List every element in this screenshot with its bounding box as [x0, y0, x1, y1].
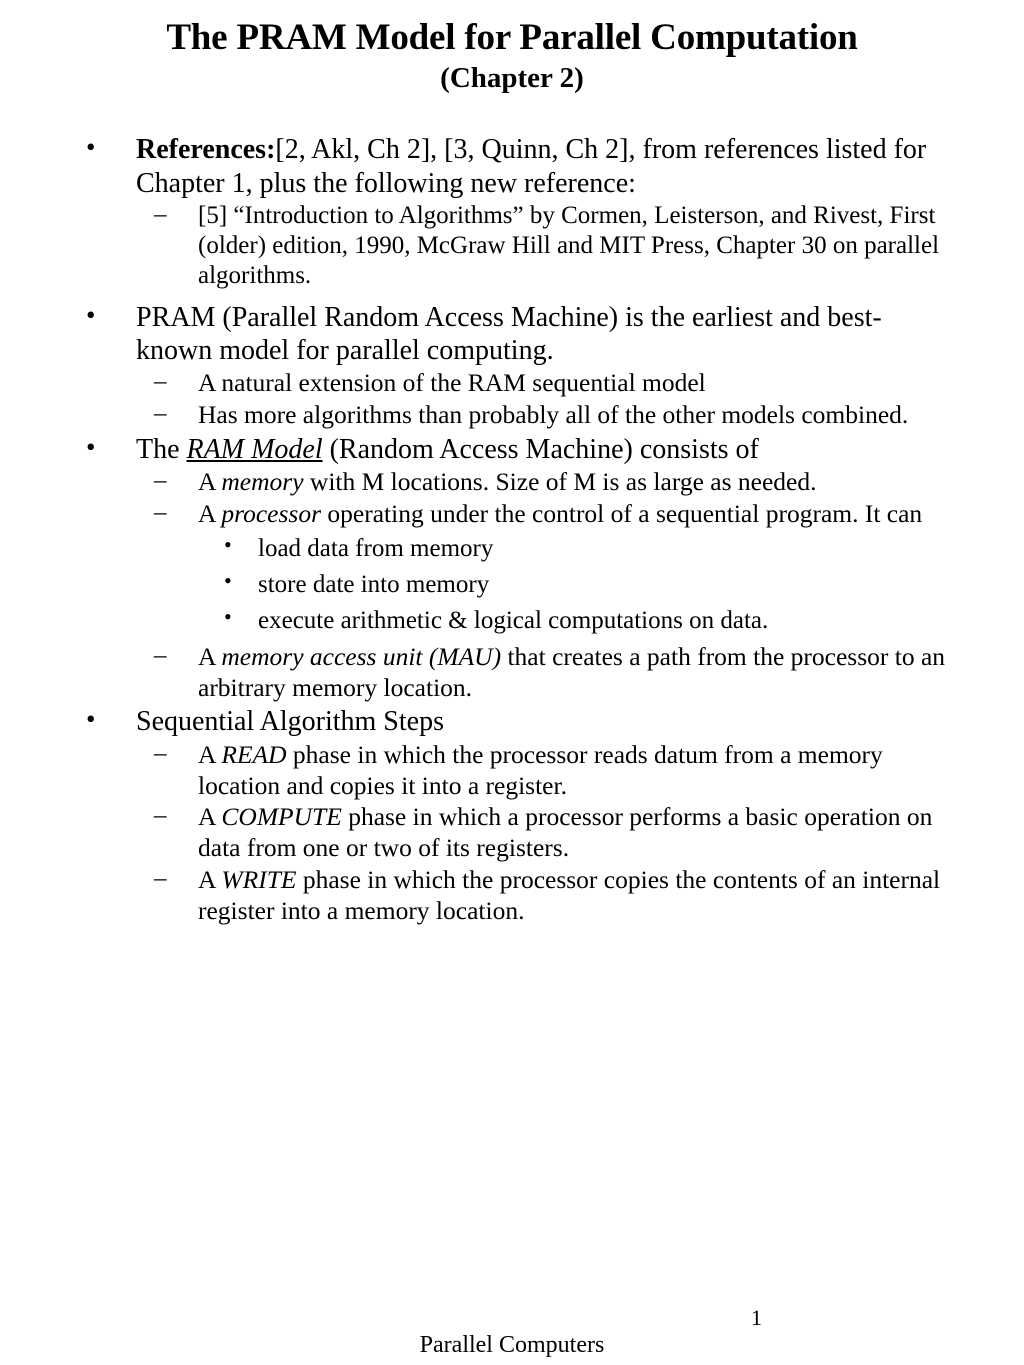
list-item-references — [78, 133, 952, 291]
bullet-icon: • — [86, 704, 96, 735]
compute-pre: A — [198, 802, 222, 832]
bullet-icon: • — [86, 299, 96, 330]
list-item-ram-model — [78, 433, 952, 703]
pram-intro-text: PRAM (Parallel Random Access Machine) is the earliest and best-known model for parallel computing. — [136, 301, 882, 366]
list-item-compute-phase — [136, 802, 952, 864]
bullet-icon: • — [224, 604, 232, 630]
read-pre: A — [198, 739, 222, 769]
outline-level-2-references — [136, 201, 952, 292]
references-text: [2, Akl, Ch 2], [3, Quinn, Ch 2], from references listed for Chapter 1, plus the following new reference: — [136, 134, 927, 199]
ram-mau-term: memory access unit (MAU) — [221, 641, 502, 671]
dash-icon: – — [154, 641, 167, 669]
slide-body — [0, 133, 1024, 927]
outline-level-1 — [78, 133, 952, 927]
read-term: READ — [221, 739, 287, 769]
page-subtitle: (Chapter 2) — [440, 61, 584, 94]
store-data-text: store date into memory — [258, 571, 490, 599]
list-item-execute-arithmetic — [198, 605, 952, 636]
dash-icon: – — [154, 865, 167, 893]
list-item-ram-processor — [136, 499, 952, 637]
compute-term: COMPUTE — [221, 802, 342, 832]
list-item-reference-5 — [136, 201, 952, 292]
footer-text: Parallel Computers — [419, 1332, 605, 1358]
ram-model-post: (Random Access Machine) consists of — [322, 433, 759, 465]
list-item-pram-algorithms — [136, 400, 952, 431]
outline-level-2-pram — [136, 368, 952, 431]
list-item-pram-extension — [136, 368, 952, 399]
dash-icon: – — [154, 739, 167, 767]
list-item-ram-memory — [136, 467, 952, 498]
dash-icon: – — [154, 499, 167, 527]
bullet-icon: • — [224, 531, 232, 557]
ram-memory-term: memory — [221, 467, 304, 497]
ram-model-term: RAM Model — [186, 433, 323, 465]
list-item-read-phase — [136, 740, 952, 802]
reference-5-text: [5] “Introduction to Algorithms” by Cormen, Leisterson, and Rivest, First (older) edition, 1990, McGraw Hill and MIT Press, Chapter 30 on parallel algorithms. — [198, 201, 940, 290]
write-post: phase in which the processor copies the contents of an internal register into a memory location. — [198, 865, 941, 925]
ram-mau-post: that creates a path from the processor to an arbitrary memory location. — [198, 641, 946, 702]
list-item-load-data — [198, 533, 952, 564]
ram-processor-pre: A — [198, 499, 222, 529]
dash-icon: – — [154, 368, 167, 396]
dash-icon: – — [154, 802, 167, 830]
list-item-sequential-steps — [78, 705, 952, 926]
list-item-ram-mau — [136, 642, 952, 704]
pram-algorithms-text: Has more algorithms than probably all of the other models combined. — [198, 400, 909, 430]
ram-memory-post: with M locations. Size of M is as large as needed. — [303, 467, 817, 497]
slide-title-block — [0, 0, 1024, 95]
ram-memory-pre: A — [198, 467, 222, 497]
list-item-pram-intro — [78, 301, 952, 431]
ram-processor-term: processor — [221, 499, 322, 529]
read-post: phase in which the processor reads datum from a memory location and copies it into a register. — [198, 739, 883, 800]
bullet-icon: • — [86, 132, 96, 163]
list-item-write-phase — [136, 865, 952, 927]
ram-mau-pre: A — [198, 641, 222, 671]
dash-icon: – — [154, 200, 167, 228]
sequential-steps-text: Sequential Algorithm Steps — [136, 706, 444, 738]
load-data-text: load data from memory — [258, 534, 494, 562]
dash-icon: – — [154, 400, 167, 428]
dash-icon: – — [154, 467, 167, 495]
references-label: References: — [136, 134, 276, 166]
write-pre: A — [198, 865, 222, 895]
outline-level-2-steps — [136, 740, 952, 927]
ram-processor-post: operating under the control of a sequential program. It can — [321, 499, 923, 529]
list-item-store-data — [198, 569, 952, 600]
pram-extension-text: A natural extension of the RAM sequential model — [198, 368, 706, 398]
spacer — [78, 294, 952, 301]
page-number: 1 — [751, 1305, 762, 1330]
outline-level-2-ram — [136, 467, 952, 703]
page-title: The PRAM Model for Parallel Computation — [166, 17, 858, 58]
write-term: WRITE — [221, 865, 297, 895]
ram-model-pre: The — [136, 433, 187, 465]
bullet-icon: • — [86, 431, 96, 462]
compute-post: phase in which a processor performs a basic operation on data from one or two of its registers. — [198, 802, 933, 863]
execute-arithmetic-text: execute arithmetic & logical computations on data. — [258, 607, 769, 635]
bullet-icon: • — [224, 568, 232, 594]
outline-level-3-processor-ops — [198, 533, 952, 637]
